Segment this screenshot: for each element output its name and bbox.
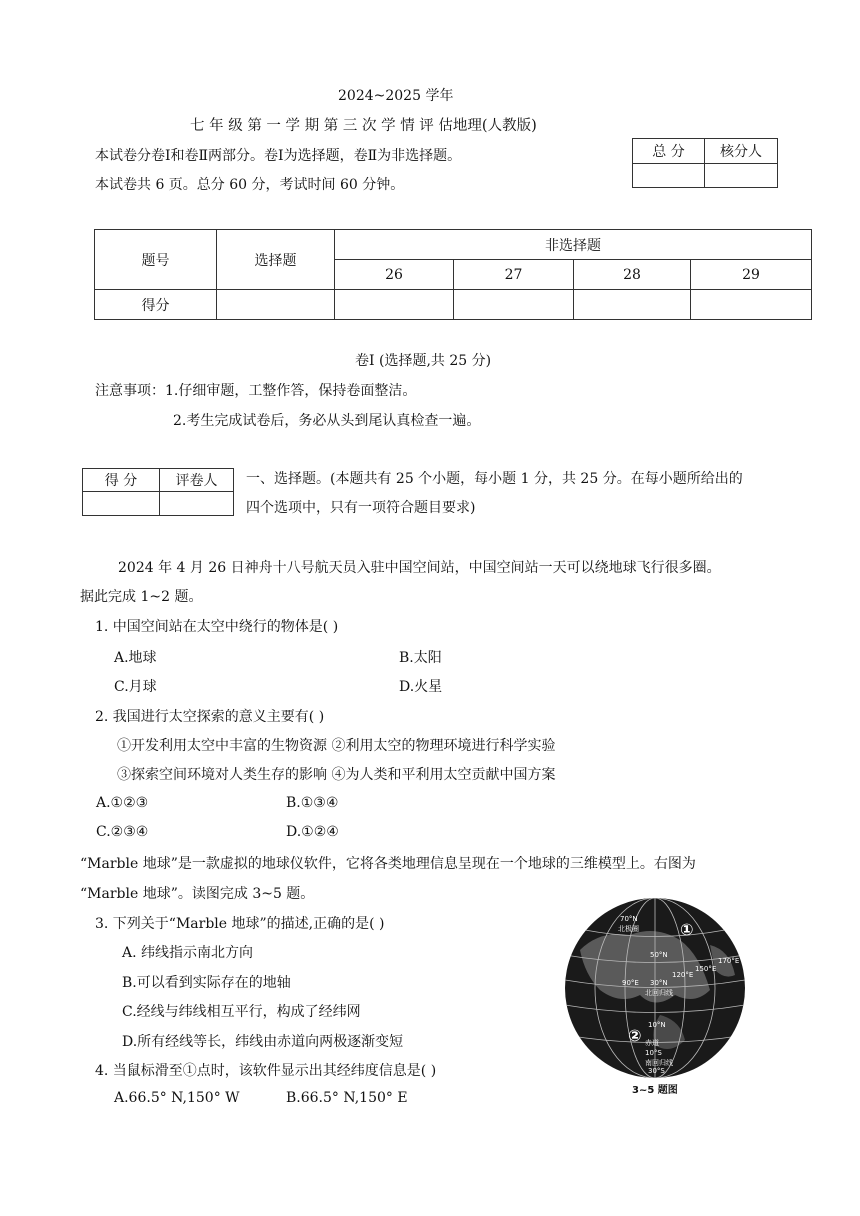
notice-2: 2.考生完成试卷后，务必从头到尾认真检查一遍。 (173, 413, 481, 429)
question-1-option-d[interactable]: D.火星 (399, 679, 443, 695)
question-2-option-c[interactable]: C.②③④ (96, 824, 149, 840)
passage-2-line-2: “Marble 地球”。读图完成 3~5 题。 (80, 886, 315, 902)
label-lat10s: 10°S (645, 1049, 662, 1057)
label-lon120: 120°E (672, 971, 694, 979)
score-row-label: 得分 (95, 290, 217, 320)
question-3-option-b[interactable]: B.可以看到实际存在的地轴 (122, 975, 291, 991)
score-table-col-27: 27 (454, 260, 574, 290)
total-score-cell[interactable] (633, 164, 705, 188)
grader-name-cell[interactable] (160, 492, 234, 516)
question-2-stem: 2. 我国进行太空探索的意义主要有( ) (95, 709, 325, 725)
question-2-statements-2: ③探索空间环境对人类生存的影响 ④为人类和平利用太空贡献中国方案 (117, 767, 556, 783)
score-table-col-29: 29 (691, 260, 812, 290)
grader-box (82, 468, 234, 516)
score-cell-26[interactable] (335, 290, 454, 320)
question-2-statements-1: ①开发利用太空中丰富的生物资源 ②利用太空的物理环境进行科学实验 (117, 738, 556, 754)
label-lat50: 50°N (650, 951, 668, 959)
label-lon170: 170°E (718, 957, 740, 965)
question-4-stem: 4. 当鼠标滑至①点时，该软件显示出其经纬度信息是( ) (95, 1063, 437, 1079)
passage-1-line-2: 据此完成 1~2 题。 (80, 589, 203, 605)
score-table-col-26: 26 (335, 260, 454, 290)
question-2-option-d[interactable]: D.①②④ (286, 824, 339, 840)
total-score-label: 总 分 (633, 139, 705, 164)
score-cell-29[interactable] (691, 290, 812, 320)
grader-label: 评卷人 (160, 469, 234, 492)
label-lat70: 70°N (620, 915, 638, 923)
label-lat30: 30°N (650, 979, 668, 987)
checker-label: 核分人 (705, 139, 778, 164)
passage-2-line-1: “Marble 地球”是一款虚拟的地球仪软件，它将各类地理信息呈现在一个地球的三维模型上。右图为 (80, 856, 696, 872)
question-2-option-a[interactable]: A.①②③ (96, 795, 149, 811)
marker-point-2: ② (628, 1026, 642, 1045)
score-table-col-28: 28 (574, 260, 691, 290)
score-cell-choice[interactable] (217, 290, 335, 320)
score-table (94, 229, 812, 320)
part1-instruction-1: 一、选择题。(本题共有 25 个小题，每小题 1 分，共 25 分。在每小题所给出的 (246, 471, 743, 487)
label-north-circle: 北回归线 (645, 989, 673, 997)
grader-score-cell[interactable] (83, 492, 160, 516)
label-lat30s: 30°S (648, 1067, 665, 1075)
question-4-option-a[interactable]: A.66.5° N,150° W (114, 1090, 240, 1106)
question-2-option-b[interactable]: B.①③④ (286, 795, 339, 811)
question-4-option-b[interactable]: B.66.5° N,150° E (286, 1090, 408, 1106)
exam-intro-2: 本试卷共 6 页。总分 60 分，考试时间 60 分钟。 (95, 177, 405, 193)
score-cell-27[interactable] (454, 290, 574, 320)
checker-cell[interactable] (705, 164, 778, 188)
marble-earth-figure (560, 895, 750, 1095)
label-south-circle: 南回归线 (645, 1059, 673, 1067)
marker-point-1: ① (680, 920, 694, 939)
question-1-option-b[interactable]: B.太阳 (399, 650, 442, 666)
question-1-option-c[interactable]: C.月球 (114, 679, 157, 695)
section-title: 卷Ⅰ (选择题,共 25 分) (355, 353, 492, 369)
globe-svg (560, 895, 750, 1095)
score-table-header-number: 题号 (95, 230, 217, 290)
figure-caption: 3~5 题图 (632, 1085, 678, 1095)
question-1-stem: 1. 中国空间站在太空中绕行的物体是( ) (95, 619, 339, 635)
score-table-header-nonchoice: 非选择题 (335, 230, 812, 260)
passage-1-line-1: 2024 年 4 月 26 日神舟十八号航天员入驻中国空间站，中国空间站一天可以绕地球飞行很多圈。 (118, 560, 721, 576)
part1-instruction-2: 四个选项中，只有一项符合题目要求) (246, 500, 476, 516)
question-1-option-a[interactable]: A.地球 (114, 650, 157, 666)
exam-title: 七 年 级 第 一 学 期 第 三 次 学 情 评 估地理(人教版) (190, 118, 537, 134)
score-cell-28[interactable] (574, 290, 691, 320)
question-3-stem: 3. 下列关于“Marble 地球”的描述,正确的是( ) (95, 916, 385, 932)
grader-score-label: 得 分 (83, 469, 160, 492)
exam-intro-1: 本试卷分卷Ⅰ和卷Ⅱ两部分。卷Ⅰ为选择题，卷Ⅱ为非选择题。 (95, 148, 462, 164)
label-lat10: 10°N (648, 1021, 666, 1029)
label-lon90: 90°E (622, 979, 639, 987)
total-score-box (632, 138, 778, 188)
label-lon150: 150°E (695, 965, 717, 973)
exam-year: 2024~2025 学年 (338, 88, 454, 104)
question-3-option-d[interactable]: D.所有经线等长，纬线由赤道向两极逐渐变短 (122, 1034, 404, 1050)
score-table-header-choice: 选择题 (217, 230, 335, 290)
label-equator: 赤道 (645, 1039, 659, 1047)
question-3-option-c[interactable]: C.经线与纬线相互平行，构成了经纬网 (122, 1004, 361, 1020)
label-arctic-circle: 北极圈 (618, 925, 639, 933)
question-3-option-a[interactable]: A. 纬线指示南北方向 (122, 945, 254, 961)
notice-1: 注意事项：1.仔细审题，工整作答，保持卷面整洁。 (95, 383, 417, 399)
